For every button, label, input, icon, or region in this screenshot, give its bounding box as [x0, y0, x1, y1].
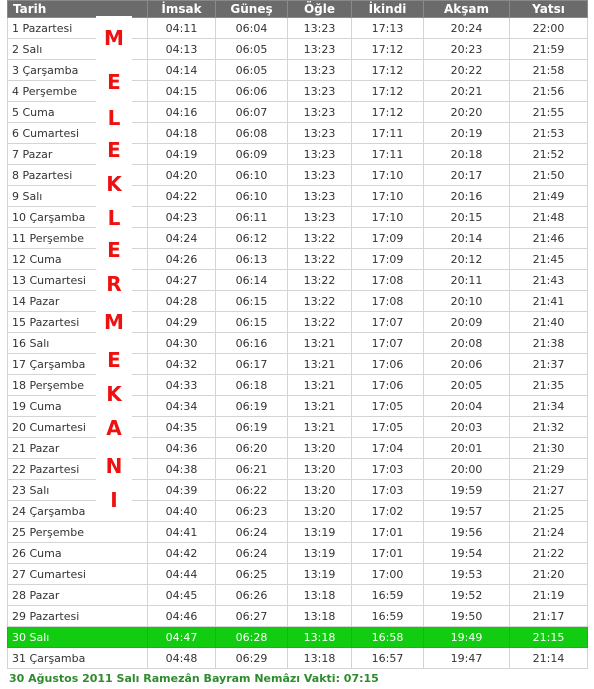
time-cell: 20:11 — [424, 270, 510, 291]
time-cell: 19:53 — [424, 564, 510, 585]
time-cell: 06:11 — [216, 207, 288, 228]
header-yatsi: Yatsı — [510, 1, 588, 18]
time-cell: 17:02 — [352, 501, 424, 522]
table-row — [8, 543, 588, 564]
table-row — [8, 312, 588, 333]
time-cell: 13:21 — [288, 333, 352, 354]
time-cell: 21:34 — [510, 396, 588, 417]
table-row — [8, 417, 588, 438]
date-cell: 17 Çarşamba — [8, 354, 148, 375]
time-cell: 19:59 — [424, 480, 510, 501]
time-cell: 19:57 — [424, 501, 510, 522]
watermark-letter: L — [107, 106, 121, 130]
time-cell: 19:49 — [424, 627, 510, 648]
table-row — [8, 648, 588, 669]
date-cell: 5 Cuma — [8, 102, 148, 123]
time-cell: 21:30 — [510, 438, 588, 459]
time-cell: 06:17 — [216, 354, 288, 375]
time-cell: 17:06 — [352, 354, 424, 375]
date-cell: 26 Cuma — [8, 543, 148, 564]
time-cell: 06:22 — [216, 480, 288, 501]
time-cell: 13:21 — [288, 396, 352, 417]
time-cell: 17:12 — [352, 39, 424, 60]
time-cell: 04:29 — [148, 312, 216, 333]
time-cell: 21:14 — [510, 648, 588, 669]
watermark-letter: A — [106, 416, 122, 440]
time-cell: 16:59 — [352, 606, 424, 627]
time-cell: 20:18 — [424, 144, 510, 165]
time-cell: 20:21 — [424, 81, 510, 102]
time-cell: 13:18 — [288, 585, 352, 606]
time-cell: 20:09 — [424, 312, 510, 333]
time-cell: 21:27 — [510, 480, 588, 501]
time-cell: 13:19 — [288, 564, 352, 585]
date-cell: 9 Salı — [8, 186, 148, 207]
time-cell: 19:56 — [424, 522, 510, 543]
header-imsak: İmsak — [148, 1, 216, 18]
time-cell: 21:20 — [510, 564, 588, 585]
time-cell: 06:05 — [216, 39, 288, 60]
time-cell: 06:04 — [216, 18, 288, 39]
date-cell: 16 Salı — [8, 333, 148, 354]
time-cell: 21:52 — [510, 144, 588, 165]
time-cell: 21:17 — [510, 606, 588, 627]
time-cell: 20:15 — [424, 207, 510, 228]
time-cell: 20:03 — [424, 417, 510, 438]
time-cell: 20:04 — [424, 396, 510, 417]
header-gunes: Güneş — [216, 1, 288, 18]
time-cell: 16:58 — [352, 627, 424, 648]
time-cell: 04:16 — [148, 102, 216, 123]
time-cell: 17:08 — [352, 270, 424, 291]
time-cell: 20:20 — [424, 102, 510, 123]
watermark-letter: M — [104, 26, 124, 50]
table-row — [8, 459, 588, 480]
date-cell: 20 Cumartesi — [8, 417, 148, 438]
date-cell: 24 Çarşamba — [8, 501, 148, 522]
time-cell: 13:20 — [288, 501, 352, 522]
date-cell: 10 Çarşamba — [8, 207, 148, 228]
date-cell: 31 Çarşamba — [8, 648, 148, 669]
time-cell: 17:00 — [352, 564, 424, 585]
table-row — [8, 375, 588, 396]
time-cell: 06:25 — [216, 564, 288, 585]
time-cell: 04:18 — [148, 123, 216, 144]
prayer-times-table — [7, 0, 588, 669]
time-cell: 20:08 — [424, 333, 510, 354]
time-cell: 06:21 — [216, 459, 288, 480]
time-cell: 06:29 — [216, 648, 288, 669]
time-cell: 21:56 — [510, 81, 588, 102]
date-cell: 28 Pazar — [8, 585, 148, 606]
time-cell: 04:48 — [148, 648, 216, 669]
time-cell: 13:20 — [288, 480, 352, 501]
time-cell: 21:40 — [510, 312, 588, 333]
time-cell: 13:19 — [288, 522, 352, 543]
date-cell: 25 Perşembe — [8, 522, 148, 543]
time-cell: 06:07 — [216, 102, 288, 123]
watermark-letter: R — [106, 272, 122, 296]
date-cell: 6 Cumartesi — [8, 123, 148, 144]
header-aksam: Akşam — [424, 1, 510, 18]
time-cell: 04:30 — [148, 333, 216, 354]
time-cell: 20:01 — [424, 438, 510, 459]
time-cell: 16:57 — [352, 648, 424, 669]
time-cell: 13:19 — [288, 543, 352, 564]
time-cell: 19:54 — [424, 543, 510, 564]
table-row — [8, 522, 588, 543]
time-cell: 04:41 — [148, 522, 216, 543]
watermark-letter: I — [110, 488, 118, 512]
time-cell: 04:39 — [148, 480, 216, 501]
time-cell: 21:43 — [510, 270, 588, 291]
time-cell: 13:22 — [288, 291, 352, 312]
time-cell: 20:14 — [424, 228, 510, 249]
time-cell: 06:19 — [216, 396, 288, 417]
header-tarih: Tarih — [8, 1, 148, 18]
table-row — [8, 144, 588, 165]
time-cell: 21:38 — [510, 333, 588, 354]
table-row — [8, 501, 588, 522]
time-cell: 20:05 — [424, 375, 510, 396]
time-cell: 20:16 — [424, 186, 510, 207]
time-cell: 17:08 — [352, 291, 424, 312]
time-cell: 20:17 — [424, 165, 510, 186]
time-cell: 21:46 — [510, 228, 588, 249]
table-row — [8, 606, 588, 627]
time-cell: 06:19 — [216, 417, 288, 438]
time-cell: 04:14 — [148, 60, 216, 81]
table-row — [8, 165, 588, 186]
time-cell: 17:10 — [352, 207, 424, 228]
time-cell: 04:26 — [148, 249, 216, 270]
table-row — [8, 60, 588, 81]
time-cell: 06:08 — [216, 123, 288, 144]
time-cell: 13:23 — [288, 144, 352, 165]
watermark-letter: E — [107, 138, 121, 162]
time-cell: 17:09 — [352, 249, 424, 270]
time-cell: 04:38 — [148, 459, 216, 480]
time-cell: 04:19 — [148, 144, 216, 165]
time-cell: 17:12 — [352, 81, 424, 102]
time-cell: 17:11 — [352, 123, 424, 144]
time-cell: 17:10 — [352, 186, 424, 207]
time-cell: 13:21 — [288, 375, 352, 396]
time-cell: 17:01 — [352, 522, 424, 543]
table-row — [8, 438, 588, 459]
time-cell: 04:47 — [148, 627, 216, 648]
time-cell: 21:55 — [510, 102, 588, 123]
time-cell: 04:46 — [148, 606, 216, 627]
date-cell: 22 Pazartesi — [8, 459, 148, 480]
time-cell: 13:18 — [288, 627, 352, 648]
time-cell: 13:23 — [288, 81, 352, 102]
table-row — [8, 186, 588, 207]
table-row — [8, 585, 588, 606]
date-cell: 4 Perşembe — [8, 81, 148, 102]
time-cell: 06:15 — [216, 312, 288, 333]
time-cell: 06:06 — [216, 81, 288, 102]
time-cell: 17:11 — [352, 144, 424, 165]
date-cell: 23 Salı — [8, 480, 148, 501]
time-cell: 06:13 — [216, 249, 288, 270]
time-cell: 17:04 — [352, 438, 424, 459]
time-cell: 19:47 — [424, 648, 510, 669]
time-cell: 06:28 — [216, 627, 288, 648]
time-cell: 04:27 — [148, 270, 216, 291]
time-cell: 13:20 — [288, 459, 352, 480]
time-cell: 04:15 — [148, 81, 216, 102]
table-row — [8, 627, 588, 648]
time-cell: 06:23 — [216, 501, 288, 522]
time-cell: 17:09 — [352, 228, 424, 249]
time-cell: 06:12 — [216, 228, 288, 249]
time-cell: 17:03 — [352, 459, 424, 480]
table-row — [8, 354, 588, 375]
time-cell: 13:21 — [288, 417, 352, 438]
time-cell: 21:58 — [510, 60, 588, 81]
date-cell: 2 Salı — [8, 39, 148, 60]
time-cell: 21:50 — [510, 165, 588, 186]
time-cell: 17:12 — [352, 102, 424, 123]
time-cell: 13:23 — [288, 60, 352, 81]
time-cell: 17:01 — [352, 543, 424, 564]
table-row — [8, 39, 588, 60]
table-header-row — [8, 1, 588, 18]
header-ogle: Öğle — [288, 1, 352, 18]
time-cell: 20:06 — [424, 354, 510, 375]
date-cell: 8 Pazartesi — [8, 165, 148, 186]
time-cell: 06:26 — [216, 585, 288, 606]
time-cell: 17:10 — [352, 165, 424, 186]
time-cell: 20:10 — [424, 291, 510, 312]
time-cell: 21:41 — [510, 291, 588, 312]
date-cell: 3 Çarşamba — [8, 60, 148, 81]
time-cell: 17:13 — [352, 18, 424, 39]
time-cell: 06:18 — [216, 375, 288, 396]
watermark-letter: K — [106, 382, 122, 406]
watermark-letter: N — [105, 454, 123, 478]
time-cell: 04:20 — [148, 165, 216, 186]
time-cell: 21:24 — [510, 522, 588, 543]
date-cell: 18 Perşembe — [8, 375, 148, 396]
time-cell: 06:24 — [216, 522, 288, 543]
time-cell: 04:45 — [148, 585, 216, 606]
time-cell: 04:22 — [148, 186, 216, 207]
time-cell: 20:19 — [424, 123, 510, 144]
table-row — [8, 564, 588, 585]
time-cell: 21:32 — [510, 417, 588, 438]
time-cell: 13:22 — [288, 270, 352, 291]
time-cell: 13:22 — [288, 228, 352, 249]
time-cell: 21:19 — [510, 585, 588, 606]
time-cell: 21:53 — [510, 123, 588, 144]
time-cell: 21:48 — [510, 207, 588, 228]
date-cell: 13 Cumartesi — [8, 270, 148, 291]
table-row — [8, 270, 588, 291]
time-cell: 04:35 — [148, 417, 216, 438]
date-cell: 7 Pazar — [8, 144, 148, 165]
time-cell: 21:25 — [510, 501, 588, 522]
time-cell: 13:23 — [288, 165, 352, 186]
time-cell: 06:24 — [216, 543, 288, 564]
time-cell: 20:23 — [424, 39, 510, 60]
time-cell: 21:49 — [510, 186, 588, 207]
time-cell: 13:21 — [288, 354, 352, 375]
time-cell: 06:14 — [216, 270, 288, 291]
time-cell: 22:00 — [510, 18, 588, 39]
watermark-letter: E — [107, 238, 121, 262]
watermark-letter: K — [106, 172, 122, 196]
watermark-letter: E — [107, 70, 121, 94]
table-row — [8, 291, 588, 312]
time-cell: 04:32 — [148, 354, 216, 375]
time-cell: 04:34 — [148, 396, 216, 417]
time-cell: 21:29 — [510, 459, 588, 480]
time-cell: 17:05 — [352, 417, 424, 438]
time-cell: 21:15 — [510, 627, 588, 648]
time-cell: 19:52 — [424, 585, 510, 606]
time-cell: 13:23 — [288, 102, 352, 123]
table-row — [8, 396, 588, 417]
time-cell: 21:59 — [510, 39, 588, 60]
time-cell: 21:22 — [510, 543, 588, 564]
watermark-letter: L — [107, 206, 121, 230]
date-cell: 14 Pazar — [8, 291, 148, 312]
table-row — [8, 102, 588, 123]
time-cell: 20:00 — [424, 459, 510, 480]
time-cell: 17:07 — [352, 312, 424, 333]
time-cell: 20:12 — [424, 249, 510, 270]
time-cell: 06:20 — [216, 438, 288, 459]
table-row — [8, 207, 588, 228]
time-cell: 06:09 — [216, 144, 288, 165]
date-cell: 27 Cumartesi — [8, 564, 148, 585]
date-cell: 1 Pazartesi — [8, 18, 148, 39]
time-cell: 13:20 — [288, 438, 352, 459]
time-cell: 21:37 — [510, 354, 588, 375]
time-cell: 04:23 — [148, 207, 216, 228]
time-cell: 20:24 — [424, 18, 510, 39]
table-body — [8, 18, 588, 669]
watermark-stamp — [96, 16, 132, 521]
date-cell: 29 Pazartesi — [8, 606, 148, 627]
time-cell: 06:10 — [216, 186, 288, 207]
time-cell: 04:24 — [148, 228, 216, 249]
date-cell: 21 Pazar — [8, 438, 148, 459]
time-cell: 13:18 — [288, 648, 352, 669]
time-cell: 04:40 — [148, 501, 216, 522]
time-cell: 13:18 — [288, 606, 352, 627]
time-cell: 17:03 — [352, 480, 424, 501]
time-cell: 13:23 — [288, 18, 352, 39]
time-cell: 13:23 — [288, 39, 352, 60]
time-cell: 13:22 — [288, 249, 352, 270]
time-cell: 17:07 — [352, 333, 424, 354]
time-cell: 19:50 — [424, 606, 510, 627]
time-cell: 04:42 — [148, 543, 216, 564]
time-cell: 17:12 — [352, 60, 424, 81]
time-cell: 04:11 — [148, 18, 216, 39]
time-cell: 06:05 — [216, 60, 288, 81]
date-cell: 19 Cuma — [8, 396, 148, 417]
time-cell: 06:15 — [216, 291, 288, 312]
time-cell: 06:16 — [216, 333, 288, 354]
time-cell: 13:23 — [288, 186, 352, 207]
time-cell: 17:06 — [352, 375, 424, 396]
header-ikindi: İkindi — [352, 1, 424, 18]
time-cell: 16:59 — [352, 585, 424, 606]
table-row — [8, 228, 588, 249]
watermark-letter: E — [107, 348, 121, 372]
time-cell: 06:27 — [216, 606, 288, 627]
time-cell: 21:45 — [510, 249, 588, 270]
time-cell: 04:13 — [148, 39, 216, 60]
date-cell: 12 Cuma — [8, 249, 148, 270]
time-cell: 04:44 — [148, 564, 216, 585]
date-cell: 15 Pazartesi — [8, 312, 148, 333]
date-cell: 30 Salı — [8, 627, 148, 648]
time-cell: 13:22 — [288, 312, 352, 333]
time-cell: 21:35 — [510, 375, 588, 396]
time-cell: 06:10 — [216, 165, 288, 186]
time-cell: 04:36 — [148, 438, 216, 459]
time-cell: 20:22 — [424, 60, 510, 81]
time-cell: 13:23 — [288, 123, 352, 144]
time-cell: 13:23 — [288, 207, 352, 228]
table-row — [8, 18, 588, 39]
time-cell: 17:05 — [352, 396, 424, 417]
watermark-letter: M — [104, 310, 124, 334]
time-cell: 04:33 — [148, 375, 216, 396]
table-row — [8, 249, 588, 270]
date-cell: 11 Perşembe — [8, 228, 148, 249]
time-cell: 04:28 — [148, 291, 216, 312]
bayram-prayer-note: 30 Ağustos 2011 Salı Ramezân Bayram Nemâzı Vakti: 07:15 — [9, 672, 379, 685]
table-row — [8, 123, 588, 144]
table-row — [8, 333, 588, 354]
table-row — [8, 81, 588, 102]
table-row — [8, 480, 588, 501]
